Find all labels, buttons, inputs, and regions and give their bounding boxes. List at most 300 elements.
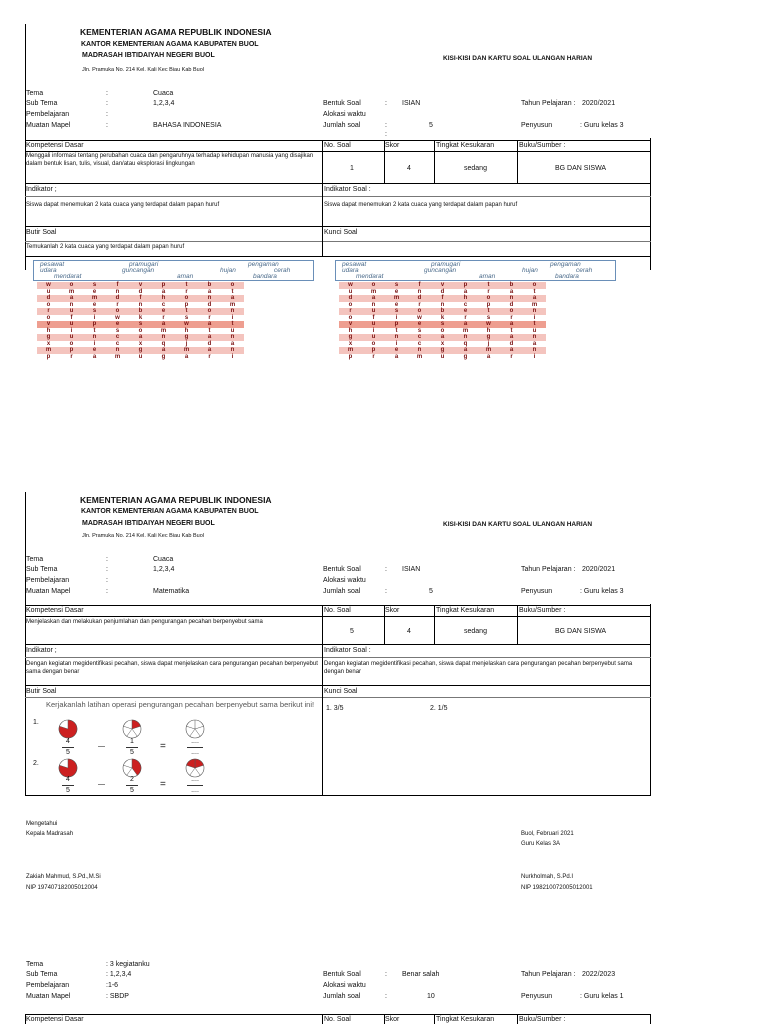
value-bentuk: ISIAN [402, 100, 421, 107]
grid-letter: d [500, 302, 523, 309]
grid-letter: c [106, 341, 129, 348]
label-indikator-soal: Indikator Soal : [324, 647, 371, 654]
word: bandara [555, 273, 579, 280]
grid-letter: n [454, 334, 477, 341]
value-tema: Cuaca [153, 556, 174, 563]
grid-letter: t [175, 308, 198, 315]
equals-sign: = [160, 779, 166, 790]
label-kd: Kompetensi Dasar [26, 607, 84, 614]
colon: : [106, 577, 108, 584]
label-kd: Kompetensi Dasar [26, 142, 84, 149]
grid-letter: v [129, 282, 152, 289]
word: aman [479, 273, 496, 280]
grid-letter: n [221, 308, 244, 315]
value-buku: BG DAN SISWA [555, 628, 607, 635]
grid-letter: u [431, 354, 454, 361]
grid-letter: o [362, 341, 385, 348]
grid-letter: a [152, 321, 175, 328]
grid-letter: o [129, 328, 152, 335]
grid-letter: r [106, 302, 129, 309]
word: udara [342, 267, 359, 274]
label-indikator: Indikator ; [26, 647, 57, 654]
colon: : [106, 100, 108, 107]
value-pembelajaran: :1-6 [106, 982, 119, 989]
grid-letter: u [523, 328, 546, 335]
minus-sign: — [98, 743, 105, 750]
label-tingkat: Tingkat Kesukaran [436, 142, 495, 149]
sig-nip-2: NIP 198210072005012001 [521, 885, 593, 891]
colon: : [106, 588, 108, 595]
grid-letter: e [408, 321, 431, 328]
grid-letter: n [431, 302, 454, 309]
grid-letter: g [431, 347, 454, 354]
grid-letter: q [152, 341, 175, 348]
label-bentuk: Bentuk Soal [323, 971, 361, 978]
grid-letter: x [339, 341, 362, 348]
label-alokasi: Alokasi waktu [323, 111, 366, 118]
grid-letter: n [408, 347, 431, 354]
grid-letter: e [106, 321, 129, 328]
value-no-soal: 5 [350, 628, 354, 635]
pie-2-5 [112, 758, 152, 778]
sig-name-1: Zakiah Mahmud, S.Pd.,M.Si [26, 874, 101, 880]
fraction-blank: .... .... [187, 738, 203, 757]
grid-letter: m [523, 302, 546, 309]
grid-letter: c [106, 334, 129, 341]
grid-letter: w [175, 321, 198, 328]
grid-letter: w [37, 282, 60, 289]
grid-letter: w [408, 315, 431, 322]
word: hujan [220, 267, 236, 274]
fraction: 2 5 [126, 776, 138, 795]
label-tingkat: Tingkat Kesukaran [436, 1016, 495, 1023]
grid-letter: i [221, 315, 244, 322]
grid-letter: a [454, 347, 477, 354]
grid-letter: n [408, 289, 431, 296]
label-no-soal: No. Soal [324, 1016, 351, 1023]
problem-number: 2. [33, 760, 39, 767]
label-alokasi: Alokasi waktu [323, 577, 366, 584]
grid-letter: d [408, 295, 431, 302]
grid-letter: u [60, 321, 83, 328]
fraction: 4 5 [62, 738, 74, 757]
grid-letter: o [408, 308, 431, 315]
grid-letter: p [454, 282, 477, 289]
label-kd: Kompetensi Dasar [26, 1016, 84, 1023]
grid-letter: i [385, 315, 408, 322]
word: pengaman [550, 261, 581, 268]
label-no-soal: No. Soal [324, 142, 351, 149]
grid-letter: m [106, 354, 129, 361]
grid-letter: j [477, 341, 500, 348]
grid-letter: c [152, 302, 175, 309]
label-pembelajaran: Pembelajaran [26, 111, 70, 118]
grid-letter: m [408, 354, 431, 361]
grid-letter: a [152, 289, 175, 296]
grid-letter: r [362, 354, 385, 361]
word: mendarat [356, 273, 384, 280]
colon: : [106, 566, 108, 573]
grid-letter: d [500, 341, 523, 348]
value-jumlah: 10 [427, 993, 435, 1000]
label-tema: Tema [26, 961, 44, 968]
grid-letter: s [431, 321, 454, 328]
value-skor: 4 [407, 628, 411, 635]
header-address: Jln. Pramuka No. 214 Kel. Kali Kec Biau Kab Buol [82, 533, 204, 539]
value-muatan: : SBDP [106, 993, 129, 1000]
grid-letter: d [37, 295, 60, 302]
pie-answer [175, 758, 215, 778]
sig-nip-1: NIP 197407182005012004 [26, 885, 98, 891]
grid-letter: i [60, 328, 83, 335]
grid-letter: x [129, 341, 152, 348]
grid-letter: r [152, 315, 175, 322]
grid-letter: a [198, 289, 221, 296]
grid-letter: f [408, 282, 431, 289]
grid-letter: i [362, 328, 385, 335]
pie-4-5 [48, 719, 88, 739]
grid-letter: i [523, 354, 546, 361]
grid-letter: e [385, 347, 408, 354]
grid-letter: d [198, 302, 221, 309]
word: pramugari [431, 261, 461, 268]
grid-letter: d [431, 289, 454, 296]
grid-letter: n [500, 295, 523, 302]
grid-letter: i [221, 354, 244, 361]
word: pengaman [248, 261, 279, 268]
value-subtema: : 1,2,3,4 [106, 971, 132, 978]
grid-letter: a [477, 354, 500, 361]
sig-mengetahui: Mengetahui [26, 821, 58, 827]
grid-letter: a [500, 321, 523, 328]
grid-letter: a [198, 347, 221, 354]
grid-letter: p [477, 302, 500, 309]
label-indikator: Indikator ; [26, 186, 57, 193]
grid-letter: s [175, 315, 198, 322]
sig-name-2: Nurkholmah, S.Pd.I [521, 874, 574, 880]
grid-letter: u [339, 289, 362, 296]
grid-letter: d [129, 289, 152, 296]
grid-letter: r [198, 354, 221, 361]
grid-letter: d [198, 341, 221, 348]
colon: : [385, 100, 387, 107]
grid-letter: u [362, 334, 385, 341]
grid-letter: n [221, 347, 244, 354]
value-tingkat: sedang [464, 628, 487, 635]
value-tahun: 2020/2021 [582, 100, 616, 107]
value-penyusun: : Guru kelas 3 [580, 122, 624, 129]
answer-key-2: 2. 1/5 [430, 705, 448, 712]
word-list-box [335, 260, 616, 281]
grid-letter: o [106, 308, 129, 315]
grid-letter: a [454, 321, 477, 328]
label-jumlah: Jumlah soal [323, 588, 361, 595]
grid-letter: n [221, 334, 244, 341]
grid-letter: a [500, 334, 523, 341]
indikator-soal-text: Siswa dapat menemukan 2 kata cuaca yang terdapat dalam papan huruf [324, 202, 518, 208]
colon: : [385, 131, 387, 138]
grid-letter: t [175, 282, 198, 289]
grid-letter: p [83, 321, 106, 328]
header-ministry: KEMENTERIAN AGAMA REPUBLIK INDONESIA [80, 27, 272, 37]
label-tingkat: Tingkat Kesukaran [436, 607, 495, 614]
grid-letter: v [37, 321, 60, 328]
grid-row [339, 354, 546, 361]
word: guncangan [122, 267, 155, 274]
word: cerah [576, 267, 593, 274]
value-tema: Cuaca [153, 90, 174, 97]
grid-letter: n [106, 289, 129, 296]
grid-letter: n [129, 302, 152, 309]
grid-letter: c [454, 302, 477, 309]
header-office: KANTOR KEMENTERIAN AGAMA KABUPATEN BUOL [81, 508, 259, 515]
label-bentuk: Bentuk Soal [323, 100, 361, 107]
grid-letter: e [152, 308, 175, 315]
colon: : [385, 566, 387, 573]
grid-letter: u [362, 308, 385, 315]
grid-letter: x [37, 341, 60, 348]
grid-letter: o [60, 341, 83, 348]
label-tahun: Tahun Pelajaran : [521, 971, 576, 978]
grid-letter: t [477, 308, 500, 315]
word: bandara [253, 273, 277, 280]
sig-place-date: Buol, Februari 2021 [521, 831, 574, 837]
grid-letter: s [83, 308, 106, 315]
grid-letter: s [385, 282, 408, 289]
grid-letter: a [221, 295, 244, 302]
grid-letter: t [477, 282, 500, 289]
indikator-soal-text: Dengan kegiatan megidentifikasi pecahan, siswa dapat menjelaskan cara pengurangan pecahan berpenyebut sama dengan benar [324, 661, 633, 675]
header-office: KANTOR KEMENTERIAN AGAMA KABUPATEN BUOL [81, 41, 259, 48]
grid-letter: a [129, 334, 152, 341]
grid-letter: o [362, 282, 385, 289]
header-address: Jln. Pramuka No. 214 Kel. Kali Kec Biau Kab Buol [82, 67, 204, 73]
grid-letter: m [60, 289, 83, 296]
kd-text: Menjelaskan dan melakukan penjumlahan dan pengurangan pecahan berpenyebut sama [26, 619, 263, 625]
value-jumlah: 5 [429, 588, 433, 595]
label-no-soal: No. Soal [324, 607, 351, 614]
grid-letter: o [175, 295, 198, 302]
grid-letter: a [362, 295, 385, 302]
grid-letter: e [83, 302, 106, 309]
grid-letter: r [37, 308, 60, 315]
value-jumlah: 5 [429, 122, 433, 129]
grid-letter: u [60, 334, 83, 341]
grid-letter: g [175, 334, 198, 341]
grid-letter: p [37, 354, 60, 361]
grid-letter: h [175, 328, 198, 335]
grid-letter: s [106, 328, 129, 335]
grid-letter: n [83, 334, 106, 341]
grid-letter: x [431, 341, 454, 348]
label-pembelajaran: Pembelajaran [26, 577, 70, 584]
grid-letter: v [339, 321, 362, 328]
label-muatan: Muatan Mapel [26, 993, 71, 1000]
grid-letter: s [477, 315, 500, 322]
grid-letter: m [477, 347, 500, 354]
grid-letter: s [129, 321, 152, 328]
colon: : [106, 111, 108, 118]
grid-letter: b [500, 282, 523, 289]
grid-letter: t [221, 289, 244, 296]
word: mendarat [54, 273, 82, 280]
grid-letter: g [129, 347, 152, 354]
grid-letter: b [431, 308, 454, 315]
label-jumlah: Jumlah soal [323, 122, 361, 129]
grid-letter: t [523, 289, 546, 296]
grid-letter: a [500, 347, 523, 354]
grid-letter: m [385, 295, 408, 302]
grid-letter: c [408, 334, 431, 341]
grid-letter: n [106, 347, 129, 354]
doc-title: KISI-KISI DAN KARTU SOAL ULANGAN HARIAN [443, 521, 593, 528]
grid-letter: o [339, 315, 362, 322]
fraction: 1 5 [126, 738, 138, 757]
fraction-blank: .... .... [187, 776, 203, 795]
label-skor: Skor [385, 607, 400, 614]
value-skor: 4 [407, 165, 411, 172]
label-subtema: Sub Tema [26, 566, 58, 573]
label-tema: Tema [26, 556, 44, 563]
minus-sign: — [98, 781, 105, 788]
grid-letter: g [152, 354, 175, 361]
grid-letter: a [385, 354, 408, 361]
grid-letter: s [83, 282, 106, 289]
sig-guru: Guru Kelas 3A [521, 841, 561, 847]
grid-letter: a [175, 354, 198, 361]
grid-letter: k [129, 315, 152, 322]
grid-letter: e [454, 308, 477, 315]
value-tingkat: sedang [464, 165, 487, 172]
grid-letter: o [60, 282, 83, 289]
grid-letter: f [362, 315, 385, 322]
grid-letter: r [454, 315, 477, 322]
grid-letter: m [362, 289, 385, 296]
value-tahun: 2022/2023 [582, 971, 616, 978]
colon: : [106, 122, 108, 129]
grid-letter: p [339, 354, 362, 361]
grid-letter: u [37, 289, 60, 296]
label-alokasi: Alokasi waktu [323, 982, 366, 989]
grid-letter: o [37, 302, 60, 309]
colon: : [385, 993, 387, 1000]
grid-letter: d [339, 295, 362, 302]
value-tema: : 3 kegiatanku [106, 961, 150, 968]
label-butir: Butir Soal [26, 688, 57, 695]
grid-letter: t [83, 328, 106, 335]
label-tahun: Tahun Pelajaran : [521, 566, 576, 573]
grid-letter: u [129, 354, 152, 361]
value-penyusun: : Guru kelas 3 [580, 588, 624, 595]
grid-letter: a [60, 295, 83, 302]
grid-letter: o [221, 282, 244, 289]
grid-letter: a [523, 341, 546, 348]
grid-letter: o [477, 295, 500, 302]
indikator-text: Siswa dapat menemukan 2 kata cuaca yang terdapat dalam papan huruf [26, 202, 220, 208]
colon: : [385, 588, 387, 595]
grid-letter: s [385, 308, 408, 315]
grid-letter: i [83, 315, 106, 322]
grid-letter: i [523, 315, 546, 322]
grid-letter: k [431, 315, 454, 322]
sig-kepala: Kepala Madrasah [26, 831, 74, 837]
value-muatan: BAHASA INDONESIA [153, 122, 222, 129]
letter-grid [37, 282, 244, 360]
label-kunci: Kunci Soal [324, 229, 358, 236]
grid-letter: b [198, 282, 221, 289]
label-skor: Skor [385, 1016, 400, 1023]
label-penyusun: Penyusun [521, 993, 553, 1000]
label-kunci: Kunci Soal [324, 688, 358, 695]
header-ministry: KEMENTERIAN AGAMA REPUBLIK INDONESIA [80, 495, 272, 505]
grid-letter: r [198, 315, 221, 322]
grid-letter: a [198, 321, 221, 328]
value-bentuk: ISIAN [402, 566, 421, 573]
grid-letter: o [431, 328, 454, 335]
grid-letter: r [175, 289, 198, 296]
grid-letter: n [523, 347, 546, 354]
grid-letter: t [385, 328, 408, 335]
label-butir: Butir Soal [26, 229, 57, 236]
word: guncangan [424, 267, 457, 274]
value-subtema: 1,2,3,4 [153, 100, 175, 107]
colon: : [385, 122, 387, 129]
grid-letter: w [477, 321, 500, 328]
grid-letter: n [152, 334, 175, 341]
label-buku: Buku/Sumber : [519, 607, 566, 614]
colon: : [106, 556, 108, 563]
label-skor: Skor [385, 142, 400, 149]
grid-letter: e [83, 347, 106, 354]
grid-letter: p [152, 282, 175, 289]
value-bentuk: Benar salah [402, 971, 440, 978]
grid-letter: r [477, 289, 500, 296]
grid-letter: m [175, 347, 198, 354]
grid-letter: i [83, 341, 106, 348]
equals-sign: = [160, 741, 166, 752]
label-muatan: Muatan Mapel [26, 122, 71, 129]
grid-letter: j [175, 341, 198, 348]
value-buku: BG DAN SISWA [555, 165, 607, 172]
fraction: 4 5 [62, 776, 74, 795]
grid-letter: a [221, 341, 244, 348]
grid-letter: e [385, 289, 408, 296]
label-bentuk: Bentuk Soal [323, 566, 361, 573]
value-penyusun: : Guru kelas 1 [580, 993, 624, 1000]
doc-title: KISI-KISI DAN KARTU SOAL ULANGAN HARIAN [443, 55, 593, 62]
grid-letter: g [37, 334, 60, 341]
label-buku: Buku/Sumber : [519, 1016, 566, 1023]
grid-letter: w [106, 315, 129, 322]
colon: : [385, 971, 387, 978]
grid-letter: m [339, 347, 362, 354]
label-subtema: Sub Tema [26, 100, 58, 107]
grid-letter: v [431, 282, 454, 289]
grid-letter: r [408, 302, 431, 309]
grid-letter: c [408, 341, 431, 348]
grid-letter: n [523, 334, 546, 341]
pie-1-5 [112, 719, 152, 739]
grid-letter: w [339, 282, 362, 289]
grid-letter: h [152, 295, 175, 302]
grid-letter: u [60, 308, 83, 315]
label-buku: Buku/Sumber : [519, 142, 566, 149]
grid-letter: o [339, 302, 362, 309]
word: pesawat [342, 261, 367, 268]
grid-letter: e [83, 289, 106, 296]
word: cerah [274, 267, 291, 274]
grid-letter: o [37, 315, 60, 322]
